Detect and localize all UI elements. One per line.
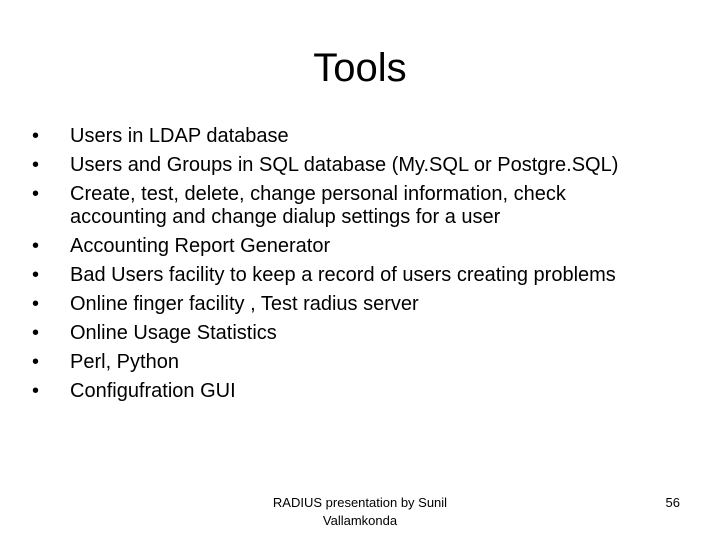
bullet-text: Create, test, delete, change personal information, check accounting and change dialup settings for a user [70,183,566,228]
bullet-dot-icon: • [32,293,40,315]
bullet-item [26,264,666,287]
bullet-item [26,293,666,316]
bullet-dot-icon: • [32,264,40,286]
bullet-text: Online Usage Statistics [70,322,277,344]
bullet-dot-icon: • [32,322,40,344]
bullet-text: Users in LDAP database [70,125,289,147]
bullet-dot-icon: • [32,351,40,373]
bullet-dot-icon: • [32,235,40,257]
bullet-text: Online finger facility , Test radius server [70,293,419,315]
bullet-dot-icon: • [32,125,40,147]
bullet-dot-icon: • [32,154,40,176]
bullet-text: Accounting Report Generator [70,235,331,257]
bullet-dot-icon: • [32,380,40,402]
bullet-item [26,351,666,374]
bullet-dot-icon: • [32,183,40,205]
bullet-item [26,322,666,345]
bullet-item [26,380,666,403]
bullet-text: Bad Users facility to keep a record of users creating problems [70,264,616,286]
page-number: 56 [665,495,680,510]
bullet-item [26,183,666,229]
bullet-text: Perl, Python [70,351,179,373]
bullet-list [26,125,666,409]
bullet-item [26,235,666,258]
bullet-item [26,125,666,148]
bullet-item [26,154,666,177]
slide-title: Tools [313,46,407,90]
bullet-text: Configufration GUI [70,380,236,402]
footer-presenter: RADIUS presentation by Sunil Vallamkonda [272,495,448,528]
bullet-text: Users and Groups in SQL database (My.SQL or Postgre.SQL) [70,154,619,176]
